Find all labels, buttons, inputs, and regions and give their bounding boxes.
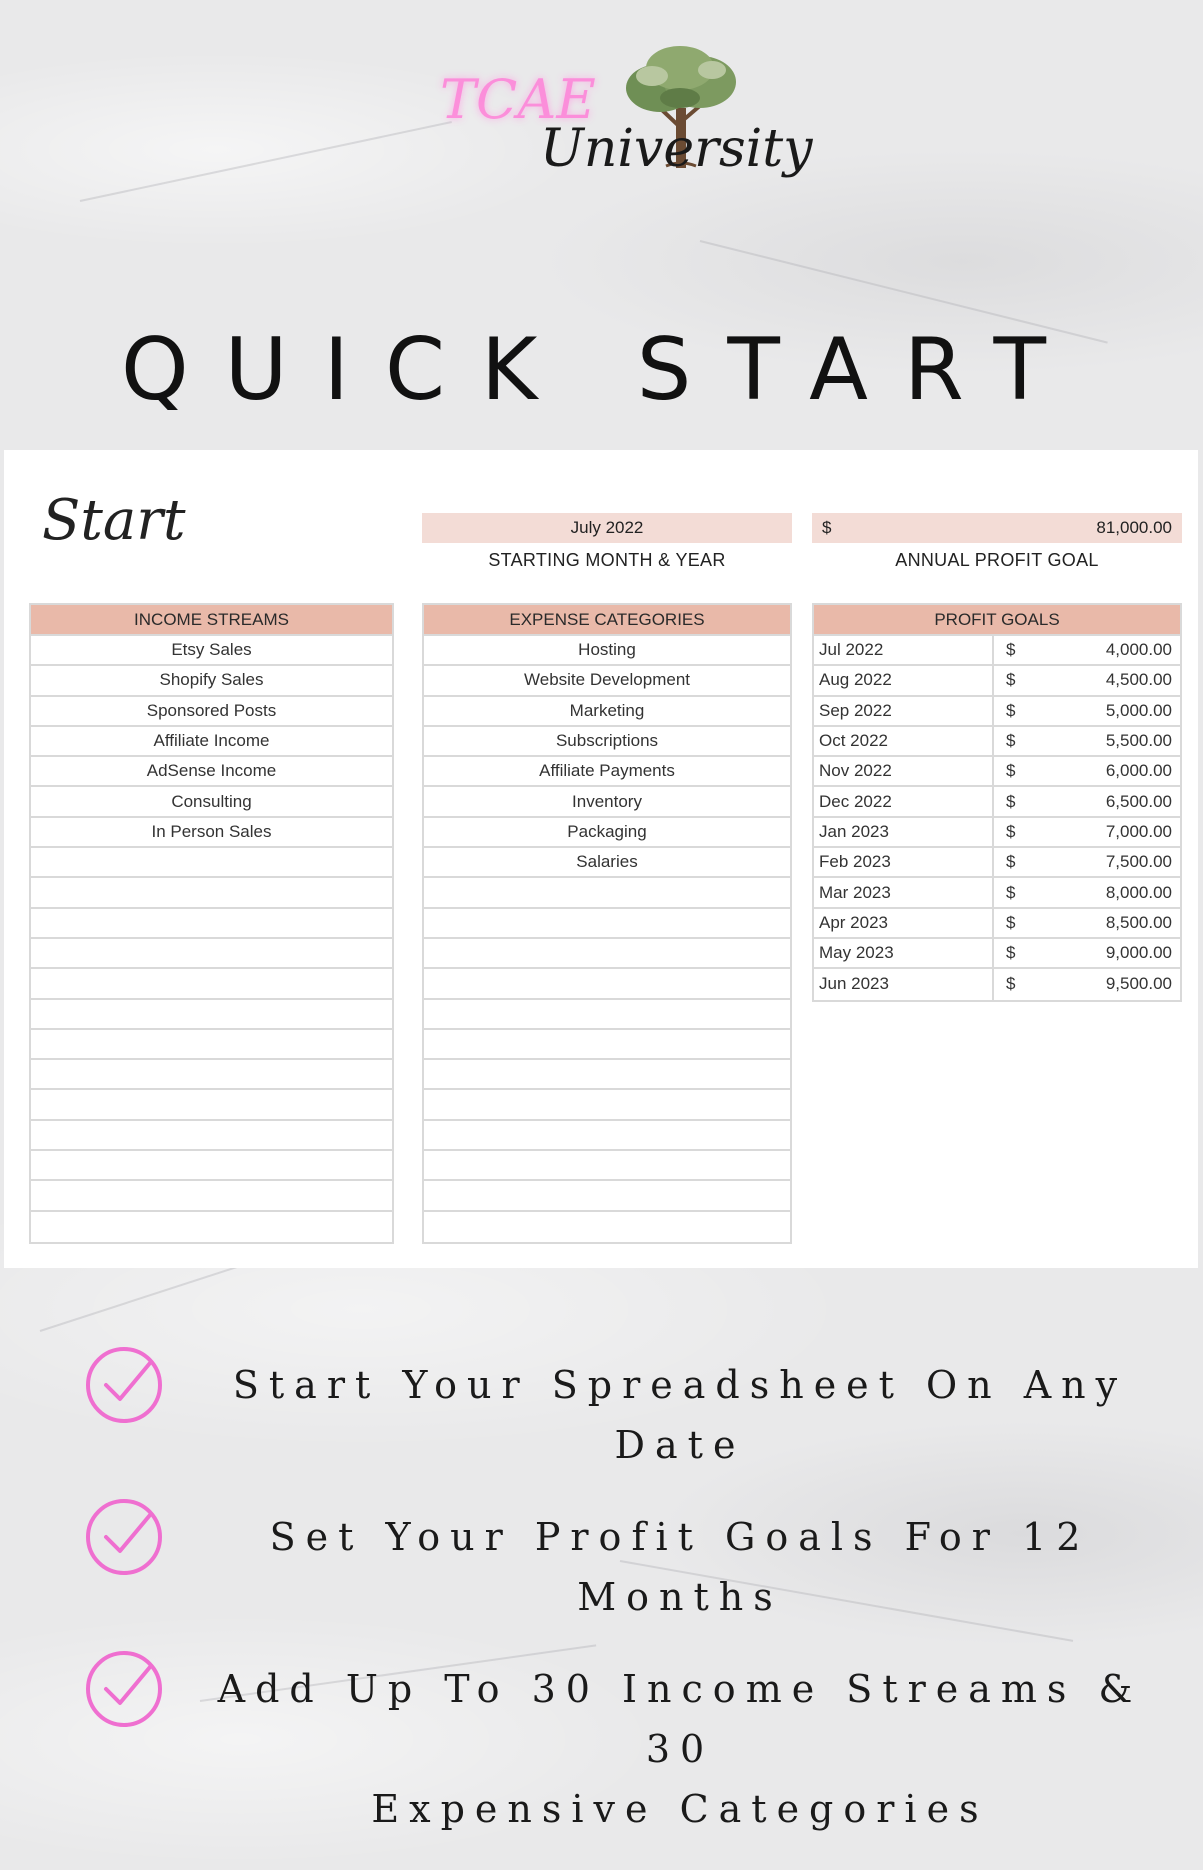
income-stream-row[interactable]: Sponsored Posts [31,697,392,727]
profit-amount[interactable]: 8,500.00 [1105,912,1172,932]
brand-initials: TCAE [440,68,596,131]
income-streams-table [29,603,394,1244]
profit-amount[interactable]: 6,500.00 [1105,791,1172,811]
profit-month: May 2023 [814,939,994,967]
annual-goal-value: 81,000.00 [1096,518,1172,537]
profit-currency: $ [1006,974,1016,994]
income-stream-row[interactable]: Consulting [31,787,392,817]
profit-currency: $ [1006,852,1016,872]
profit-currency: $ [1006,640,1016,660]
profit-goal-row [814,939,1180,969]
expense-category-row[interactable] [424,878,790,908]
profit-amount[interactable]: 6,000.00 [1105,761,1172,781]
expense-category-row[interactable] [424,1212,790,1242]
starting-month-value: July 2022 [570,518,644,537]
expense-category-row[interactable]: Packaging [424,818,790,848]
income-stream-row[interactable]: In Person Sales [31,818,392,848]
starting-month-caption: STARTING MONTH & YEAR [488,550,726,570]
profit-currency: $ [1006,791,1016,811]
income-stream-row[interactable]: AdSense Income [31,757,392,787]
profit-month: Sep 2022 [814,697,994,725]
expense-category-row[interactable] [424,1090,790,1120]
marble-vein [80,121,452,202]
expense-category-row[interactable]: Affiliate Payments [424,757,790,787]
income-stream-row[interactable] [31,1060,392,1090]
profit-month: Apr 2023 [814,909,994,937]
feature-line: Add Up To 30 Income Streams & 30 [217,1667,1143,1771]
profit-amount[interactable]: 5,500.00 [1105,731,1172,751]
profit-amount[interactable]: 5,000.00 [1105,700,1172,720]
income-stream-row[interactable] [31,1000,392,1030]
profit-month: Mar 2023 [814,878,994,906]
annual-goal-field[interactable] [812,513,1182,543]
expense-categories-table [422,603,792,1244]
income-stream-row[interactable]: Etsy Sales [31,636,392,666]
feature-line: Set Your Profit Goals For 12 Months [269,1515,1091,1619]
profit-month: Jan 2023 [814,818,994,846]
income-stream-row[interactable] [31,1090,392,1120]
income-stream-row[interactable]: Shopify Sales [31,666,392,696]
income-stream-row[interactable] [31,939,392,969]
check-circle-icon [84,1649,164,1729]
start-signature [36,477,206,567]
profit-currency: $ [1006,882,1016,902]
profit-currency: $ [1006,700,1016,720]
feature-line: Start Your Spreadsheet On Any Date [232,1363,1128,1467]
income-stream-row[interactable] [31,848,392,878]
profit-month: Jul 2022 [814,636,994,664]
profit-goal-row [814,666,1180,696]
profit-month: Dec 2022 [814,787,994,815]
income-stream-row[interactable] [31,969,392,999]
brand-word: University [540,119,813,179]
income-stream-row[interactable] [31,1181,392,1211]
annual-goal-currency: $ [822,518,832,537]
profit-goal-row [814,848,1180,878]
expense-category-row[interactable]: Website Development [424,666,790,696]
income-stream-row[interactable]: Affiliate Income [31,727,392,757]
brand-logo [430,38,813,198]
income-stream-row[interactable] [31,1121,392,1151]
expense-category-row[interactable]: Subscriptions [424,727,790,757]
income-stream-row[interactable] [31,878,392,908]
profit-month: Feb 2023 [814,848,994,876]
feature-text [190,1659,1170,1839]
profit-amount[interactable]: 9,000.00 [1105,943,1172,963]
profit-amount[interactable]: 7,000.00 [1105,821,1172,841]
profit-goal-row [814,818,1180,848]
profit-amount[interactable]: 7,500.00 [1105,852,1172,872]
profit-goal-row [814,787,1180,817]
expense-category-row[interactable] [424,1151,790,1181]
income-stream-row[interactable] [31,1212,392,1242]
profit-currency: $ [1006,731,1016,751]
starting-month-field[interactable] [422,513,792,543]
income-stream-row[interactable] [31,1151,392,1181]
profit-amount[interactable]: 9,500.00 [1105,974,1172,994]
profit-goal-row [814,727,1180,757]
profit-amount[interactable]: 8,000.00 [1105,882,1172,902]
profit-amount[interactable]: 4,000.00 [1105,640,1172,660]
profit-currency: $ [1006,912,1016,932]
feature-text [190,1355,1170,1475]
expense-category-row[interactable] [424,939,790,969]
profit-currency: $ [1006,943,1016,963]
expense-category-row[interactable] [424,1060,790,1090]
profit-goal-row [814,757,1180,787]
profit-goal-row [814,969,1180,999]
profit-month: Aug 2022 [814,666,994,694]
income-stream-row[interactable] [31,909,392,939]
expense-category-row[interactable] [424,969,790,999]
feature-line: Expensive Categories [371,1787,989,1831]
profit-month: Jun 2023 [814,969,994,999]
expense-category-row[interactable] [424,909,790,939]
check-circle-icon [84,1345,164,1425]
expense-category-row[interactable]: Marketing [424,697,790,727]
profit-goals-header: PROFIT GOALS [814,605,1180,636]
profit-goals-table [812,603,1182,1002]
profit-goal-row [814,909,1180,939]
profit-goal-row [814,636,1180,666]
expense-category-row[interactable] [424,1030,790,1060]
expense-category-row[interactable]: Hosting [424,636,790,666]
profit-currency: $ [1006,761,1016,781]
feature-text [190,1507,1170,1627]
expense-category-row[interactable]: Inventory [424,787,790,817]
expense-category-row[interactable] [424,1000,790,1030]
profit-currency: $ [1006,821,1016,841]
profit-goal-row [814,697,1180,727]
annual-goal-caption: ANNUAL PROFIT GOAL [895,550,1099,570]
expense-category-row[interactable]: Salaries [424,848,790,878]
expense-category-row[interactable] [424,1181,790,1211]
expense-category-row[interactable] [424,1121,790,1151]
expense-categories-header: EXPENSE CATEGORIES [424,605,790,636]
check-circle-icon [84,1497,164,1577]
profit-currency: $ [1006,670,1016,690]
profit-month: Nov 2022 [814,757,994,785]
svg-text:Start: Start [42,488,186,553]
page-title: QUICK START [120,320,1083,420]
income-streams-header: INCOME STREAMS [31,605,392,636]
spreadsheet-preview [4,450,1198,1268]
profit-month: Oct 2022 [814,727,994,755]
income-stream-row[interactable] [31,1030,392,1060]
profit-amount[interactable]: 4,500.00 [1105,670,1172,690]
profit-goal-row [814,878,1180,908]
